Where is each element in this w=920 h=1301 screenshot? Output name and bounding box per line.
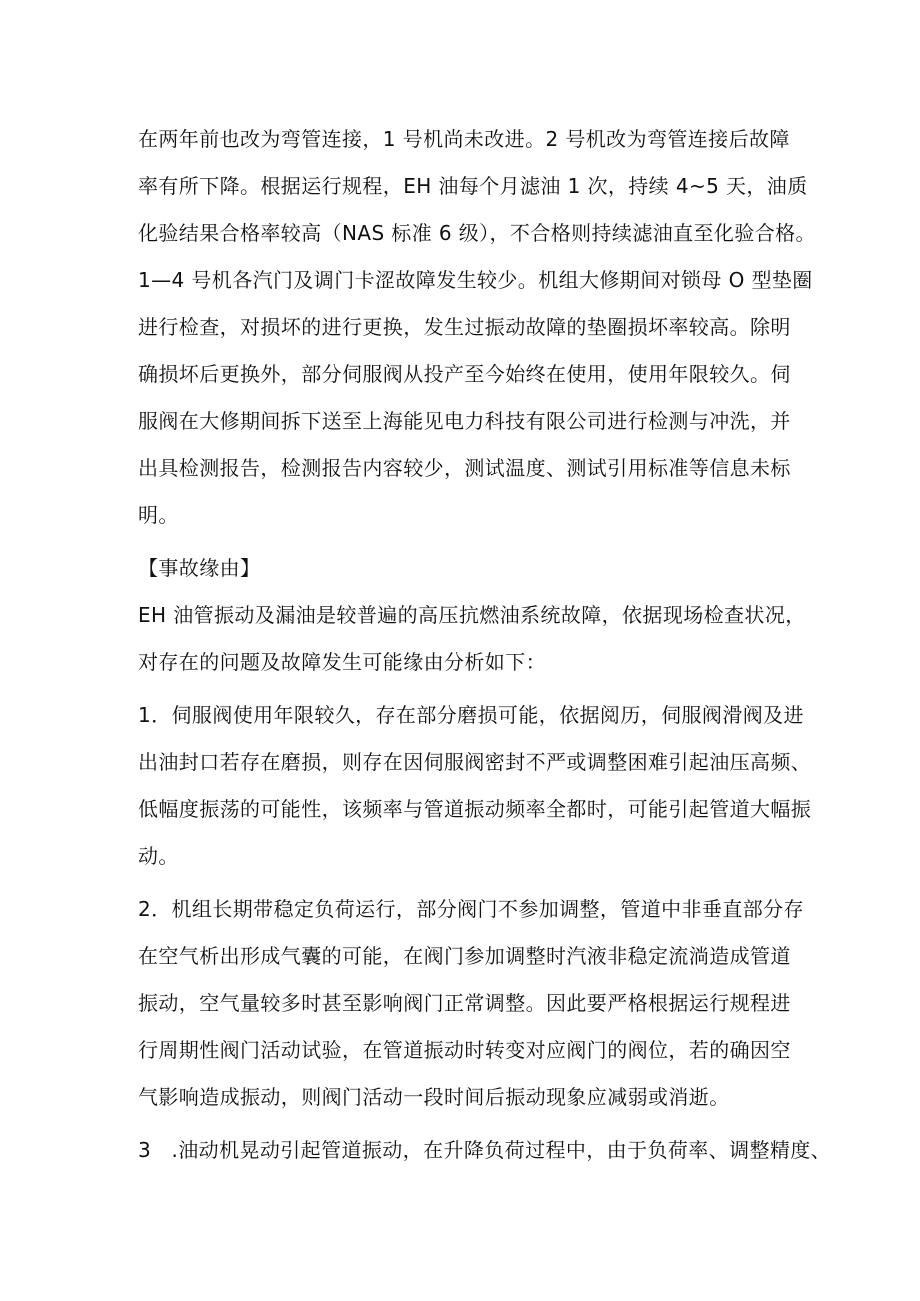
paragraph-line: 进行检查，对损坏的进行更换，发生过振动故障的垫圈损坏率较高。除明: [138, 315, 791, 339]
paragraph-line: 对存在的问题及故障发生可能缘由分析如下：: [138, 650, 546, 674]
list-item-line: 振动，空气量较多时甚至影响阀门正常调整。因此要严格根据运行规程进: [138, 991, 791, 1015]
section-heading: 【事故缘由】: [138, 556, 261, 580]
list-item-line: 气影响造成振动，则阀门活动一段时间后振动现象应减弱或消逝。: [138, 1085, 730, 1109]
list-item-line: 动。: [138, 844, 179, 868]
paragraph-line: 出具检测报告，检测报告内容较少，测试温度、测试引用标准等信息未标: [138, 456, 791, 480]
list-item-line: 出油封口若存在磨损，则存在因伺服阀密封不严或调整困难引起油压高频、: [138, 750, 812, 774]
paragraph-line: 在两年前也改为弯管连接，1 号机尚未改进。2 号机改为弯管连接后故障: [138, 127, 790, 151]
list-item-line: 3 .油动机晃动引起管道振动，在升降负荷过程中，由于负荷率、调整精度、: [138, 1138, 832, 1162]
list-item-line: 1．伺服阀使用年限较久，存在部分磨损可能，依据阅历，伺服阀滑阀及进: [138, 703, 804, 727]
paragraph-line: 化验结果合格率较高（NAS 标准 6 级），不合格则持续滤油直至化验合格。: [138, 221, 816, 245]
list-item-line: 低幅度振荡的可能性，该频率与管道振动频率全都时，可能引起管道大幅振: [138, 797, 812, 821]
paragraph-line: EH 油管振动及漏油是较普遍的高压抗燃油系统故障，依据现场检查状况，: [138, 603, 806, 627]
paragraph-line: 1—4 号机各汽门及调门卡涩故障发生较少。机组大修期间对锁母 O 型垫圈: [138, 268, 813, 292]
paragraph-line: 率有所下降。根据运行规程，EH 油每个月滤油 1 次，持续 4~5 天，油质: [138, 174, 808, 198]
list-item-line: 2．机组长期带稳定负荷运行，部分阀门不参加调整，管道中非垂直部分存: [138, 897, 804, 921]
list-item-line: 在空气析出形成气囊的可能，在阀门参加调整时汽液非稳定流淌造成管道: [138, 944, 791, 968]
paragraph-line: 确损坏后更换外，部分伺服阀从投产至今始终在使用，使用年限较久。伺: [138, 362, 791, 386]
paragraph-line: 明。: [138, 503, 179, 527]
list-item-line: 行周期性阀门活动试验，在管道振动时转变对应阀门的阀位，若的确因空: [138, 1038, 791, 1062]
paragraph-line: 服阀在大修期间拆下送至上海能见电力科技有限公司进行检测与冲洗，并: [138, 409, 791, 433]
